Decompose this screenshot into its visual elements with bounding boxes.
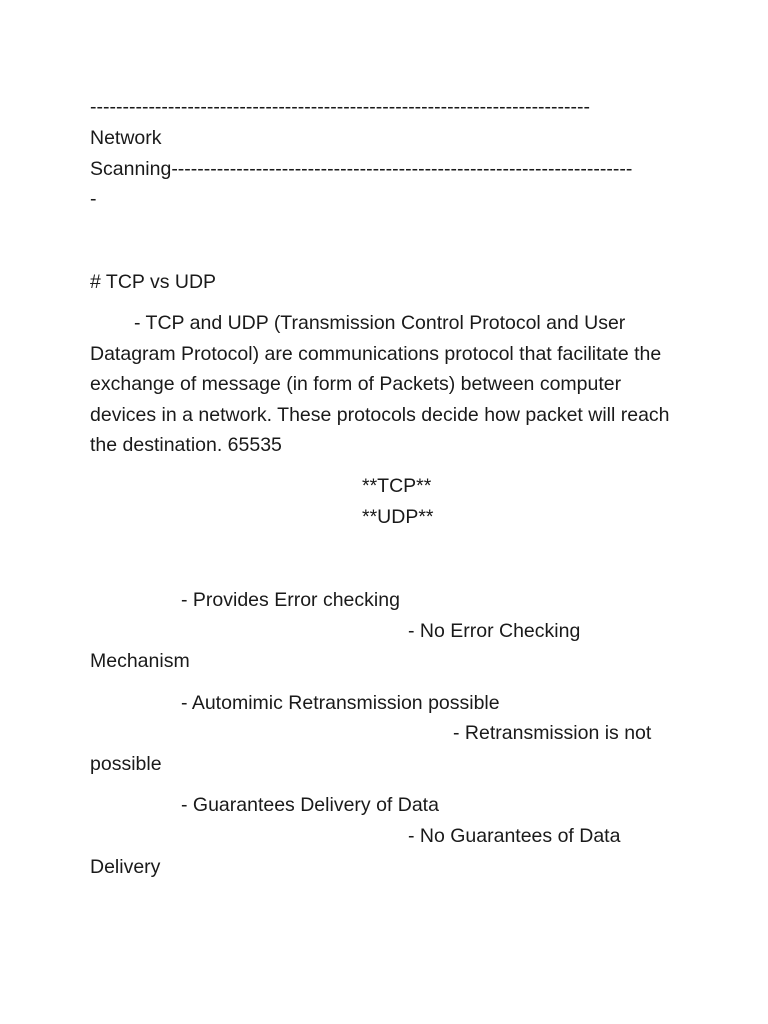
heading-network: Network (90, 127, 162, 149)
column-header-tcp: **TCP** (362, 475, 432, 497)
udp-item-retransmission-wrap: possible (90, 753, 162, 775)
tcp-item-delivery: - Guarantees Delivery of Data (181, 794, 439, 816)
tcp-item-retransmission: - Automimic Retransmission possible (181, 692, 500, 714)
intro-paragraph: - TCP and UDP (Transmission Control Protocol and User Datagram Protocol) are communications protocol that facilitate the exchange of message (in form of Packets) between computer devices in a network. These protocols decide how packet will reach the destination. 65535 (90, 312, 670, 457)
udp-item-retransmission: - Retransmission is not (453, 722, 652, 744)
section-title: # TCP vs UDP (90, 271, 217, 293)
tcp-item-error-checking: - Provides Error checking (181, 589, 400, 611)
column-header-udp: **UDP** (362, 506, 434, 528)
heading-rule-tail: - (90, 188, 97, 210)
heading-scanning-rule: Scanning----------------------------------------------------------------------- (90, 158, 633, 180)
udp-item-delivery: - No Guarantees of Data (408, 825, 621, 847)
top-dash-rule: ----------------------------------------------------------------------------- (90, 96, 591, 118)
udp-item-delivery-wrap: Delivery (90, 856, 161, 878)
udp-item-error-checking: - No Error Checking (408, 620, 581, 642)
udp-item-error-checking-wrap: Mechanism (90, 650, 190, 672)
